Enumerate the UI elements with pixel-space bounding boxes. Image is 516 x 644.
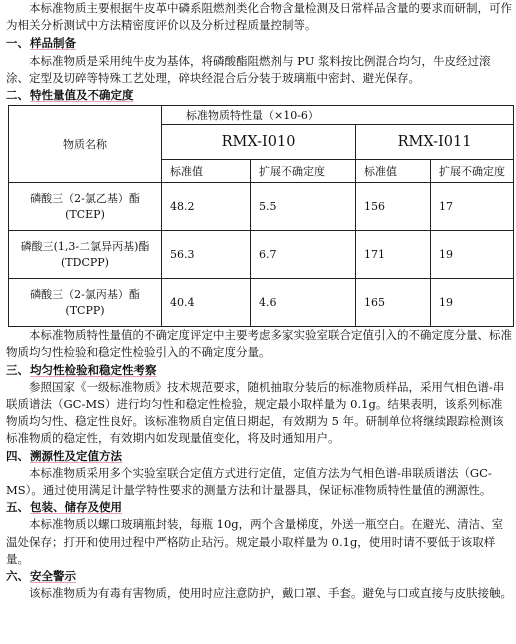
substance-name-cell xyxy=(9,183,162,231)
value-cell: 171 xyxy=(356,231,431,279)
section-heading-6 xyxy=(6,568,512,585)
table-header-name: 物质名称 xyxy=(9,106,162,183)
intro-paragraph: 本标准物质主要根据牛皮革中磷系阻燃剂类化合物含量检测及日常样品含量的要求而研制，可作为相关分析测试中方法精密度评价以及分析过程质量控制等。 xyxy=(6,1,512,33)
table-subheader: 标准值 xyxy=(162,160,251,183)
value-cell: 40.4 xyxy=(162,279,251,327)
substance-name-cell xyxy=(9,231,162,279)
section-body-5: 本标准物质以螺口玻璃瓶封装，每瓶 10g，两个含量梯度，外送一瓶空白。在避光、清洁、室温处保存；打开和使用过程中严格防止玷污。规定最小取样量为 0.1g，使用时请不要低于该取样量。 xyxy=(6,517,504,566)
substance-abbr: (TDCPP) xyxy=(61,255,109,269)
table-note: 本标准物质特性量值的不确定度评定中主要考虑多家实验室联合定值引入的不确定度分量、标准物质均匀性检验和稳定性检验引入的不确定度分量。 xyxy=(6,328,512,360)
substance-name: 磷酸三（2-氯丙基）酯 xyxy=(30,287,140,301)
table-subheader: 扩展不确定度 xyxy=(251,160,356,183)
section-number: 一、 xyxy=(6,36,29,51)
substance-abbr: (TCEP) xyxy=(65,207,105,221)
section-heading-1 xyxy=(6,35,512,52)
value-cell: 19 xyxy=(431,279,514,327)
property-values-table xyxy=(8,105,514,327)
section-heading-4 xyxy=(6,448,512,465)
section-title: 安全警示 xyxy=(30,569,76,584)
substance-name: 磷酸三（2-氯乙基）酯 xyxy=(30,191,140,205)
section-number: 五、 xyxy=(6,500,29,515)
section-body-4: 本标准物质采用多个实验室联合定值方式进行定值，定值方法为气相色谱-串联质谱法（GC-MS）。通过使用满足计量学特性要求的测量方法和计量器具，保证标准物质特性量值的溯源性。 xyxy=(6,465,492,498)
section-title: 均匀性检验和稳定性考察 xyxy=(30,362,157,377)
substance-name: 磷酸三(1,3-二氯异丙基)酯 xyxy=(20,239,150,253)
section-number: 三、 xyxy=(6,362,29,377)
section-number: 六、 xyxy=(6,569,29,584)
table-row xyxy=(9,279,514,327)
value-cell: 17 xyxy=(431,183,514,231)
table-header-model-1: RMX-I010 xyxy=(162,125,356,160)
value-cell: 5.5 xyxy=(251,183,356,231)
section-body-6: 该标准物质为有毒有害物质，使用时应注意防护，戴口罩、手套。避免与口或直接与皮肤接触。 xyxy=(29,586,512,601)
value-cell: 56.3 xyxy=(162,231,251,279)
section-heading-2 xyxy=(6,87,512,104)
value-cell: 156 xyxy=(356,183,431,231)
value-cell: 19 xyxy=(431,231,514,279)
table-row xyxy=(9,183,514,231)
section-number: 四、 xyxy=(6,448,29,463)
section-body-1: 本标准物质是采用纯牛皮为基体，将磷酸酯阻燃剂与 PU 浆料按比例混合均匀，牛皮经过滚涂、定型及切碎等特殊工艺处理，碎块经混合后分装于玻璃瓶中密封、避光保存。 xyxy=(6,53,491,85)
substance-abbr: (TCPP) xyxy=(65,303,105,317)
table-header-unit: 标准物质特性量（×10-6） xyxy=(162,106,514,125)
table-row xyxy=(9,231,514,279)
section-title: 包装、储存及使用 xyxy=(30,500,122,515)
value-cell: 4.6 xyxy=(251,279,356,327)
value-cell: 165 xyxy=(356,279,431,327)
section-title: 样品制备 xyxy=(30,36,76,51)
section-title: 特性量值及不确定度 xyxy=(30,88,134,103)
section-body-3: 参照国家《一级标准物质》技术规范要求，随机抽取分装后的标准物质样品，采用气相色谱-串联质谱法（GC-MS）进行均匀性和稳定性检验，规定最小取样量为 0.1g。结果表明，该系列标准物质均匀性、稳定性良好。该标准物质自定值日期起，有效期为 5 年。研制单位将继续跟踪检测该标准物质的稳定性，有效期内如发现量值变化，将及时通知用户。 xyxy=(6,379,505,446)
section-title: 溯源性及定值方法 xyxy=(30,448,122,463)
table-header-model-2: RMX-I011 xyxy=(356,125,514,160)
value-cell: 6.7 xyxy=(251,231,356,279)
section-heading-3 xyxy=(6,362,512,379)
table-subheader: 标准值 xyxy=(356,160,431,183)
table-subheader: 扩展不确定度 xyxy=(431,160,514,183)
section-number: 二、 xyxy=(6,88,29,103)
section-heading-5 xyxy=(6,499,512,516)
substance-name-cell xyxy=(9,279,162,327)
value-cell: 48.2 xyxy=(162,183,251,231)
